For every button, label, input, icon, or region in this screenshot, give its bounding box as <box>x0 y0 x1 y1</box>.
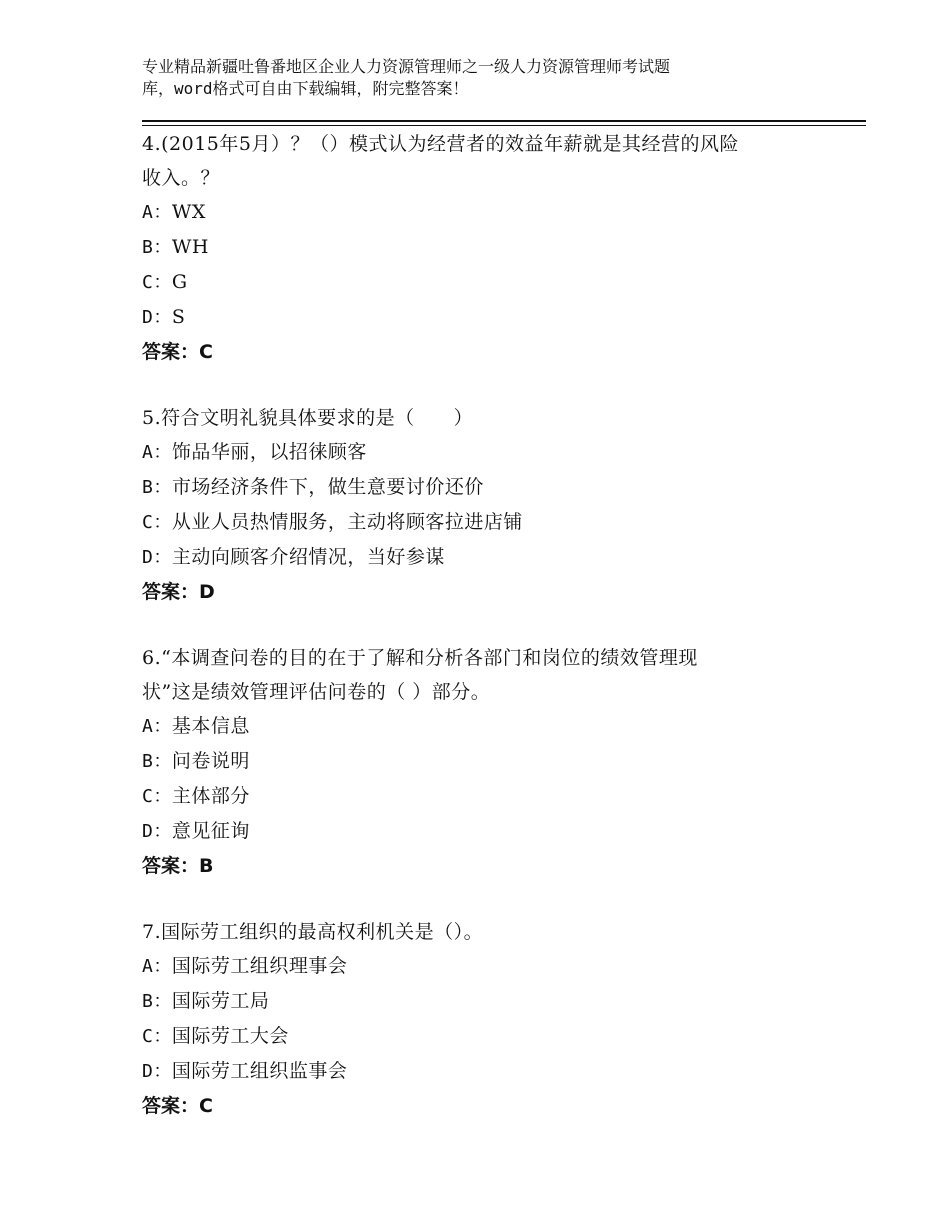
header-divider-thin <box>142 125 866 126</box>
option-b <box>142 984 862 1019</box>
option-text: 主体部分 <box>171 785 250 807</box>
option-text: 基本信息 <box>171 715 250 737</box>
question-stem: 4.(2015年5月）？（）模式认为经营者的效益年薪就是其经营的风险 <box>142 133 739 155</box>
question-5 <box>142 401 862 609</box>
option-text: WX <box>171 201 206 223</box>
question-list <box>142 127 862 1155</box>
option-key: A： <box>142 442 172 463</box>
option-key: C： <box>142 512 172 533</box>
option-key: D： <box>142 1061 172 1082</box>
option-a <box>142 949 862 984</box>
option-c <box>142 265 862 300</box>
answer-line: 答案：B <box>142 855 214 877</box>
option-c <box>142 505 862 540</box>
option-d <box>142 1054 862 1089</box>
option-key: B： <box>142 751 172 772</box>
question-4 <box>142 127 862 369</box>
option-key: B： <box>142 237 172 258</box>
option-key: B： <box>142 991 172 1012</box>
header-divider-thick <box>142 120 866 122</box>
question-7 <box>142 915 862 1123</box>
option-key: D： <box>142 821 172 842</box>
option-text: S <box>171 306 186 328</box>
option-key: D： <box>142 547 172 568</box>
question-stem: 7.国际劳工组织的最高权利机关是（）。 <box>142 921 484 943</box>
option-d <box>142 540 862 575</box>
option-b <box>142 744 862 779</box>
option-key: A： <box>142 202 172 223</box>
option-key: C： <box>142 1026 172 1047</box>
option-text: G <box>171 271 188 293</box>
question-stem: 5.符合文明礼貌具体要求的是（ ） <box>142 407 474 429</box>
document-header <box>142 56 842 100</box>
option-text: 市场经济条件下，做生意要讨价还价 <box>171 476 484 498</box>
option-key: D： <box>142 307 172 328</box>
option-key: B： <box>142 477 172 498</box>
option-a <box>142 709 862 744</box>
question-stem: 6.“本调查问卷的目的在于了解和分析各部门和岗位的绩效管理现 <box>142 647 698 669</box>
header-line-1: 专业精品新疆吐鲁番地区企业人力资源管理师之一级人力资源管理师考试题 <box>142 57 671 76</box>
option-text: 国际劳工组织监事会 <box>171 1060 348 1082</box>
option-b <box>142 230 862 265</box>
option-text: 主动向顾客介绍情况，当好参谋 <box>171 546 445 568</box>
option-key: C： <box>142 272 172 293</box>
option-text: 国际劳工组织理事会 <box>171 955 348 977</box>
option-text: 国际劳工局 <box>171 990 270 1012</box>
option-b <box>142 470 862 505</box>
option-c <box>142 1019 862 1054</box>
option-a <box>142 195 862 230</box>
answer-line: 答案：C <box>142 1095 213 1117</box>
option-text: 问卷说明 <box>171 750 250 772</box>
question-6 <box>142 641 862 883</box>
option-d <box>142 814 862 849</box>
option-text: 国际劳工大会 <box>171 1025 289 1047</box>
option-key: A： <box>142 956 172 977</box>
option-text: 饰品华丽，以招徕顾客 <box>171 441 367 463</box>
option-c <box>142 779 862 814</box>
option-key: C： <box>142 786 172 807</box>
option-key: A： <box>142 716 172 737</box>
answer-line: 答案：C <box>142 341 213 363</box>
option-text: 从业人员热情服务，主动将顾客拉进店铺 <box>171 511 523 533</box>
option-text: 意见征询 <box>171 820 250 842</box>
option-d <box>142 300 862 335</box>
question-stem: 收入。？ <box>142 167 221 189</box>
header-line-2: 库，word格式可自由下载编辑，附完整答案！ <box>142 79 469 98</box>
answer-line: 答案：D <box>142 581 215 603</box>
option-text: WH <box>171 236 209 258</box>
option-a <box>142 435 862 470</box>
question-stem: 状”这是绩效管理评估问卷的（ ）部分。 <box>142 681 491 703</box>
